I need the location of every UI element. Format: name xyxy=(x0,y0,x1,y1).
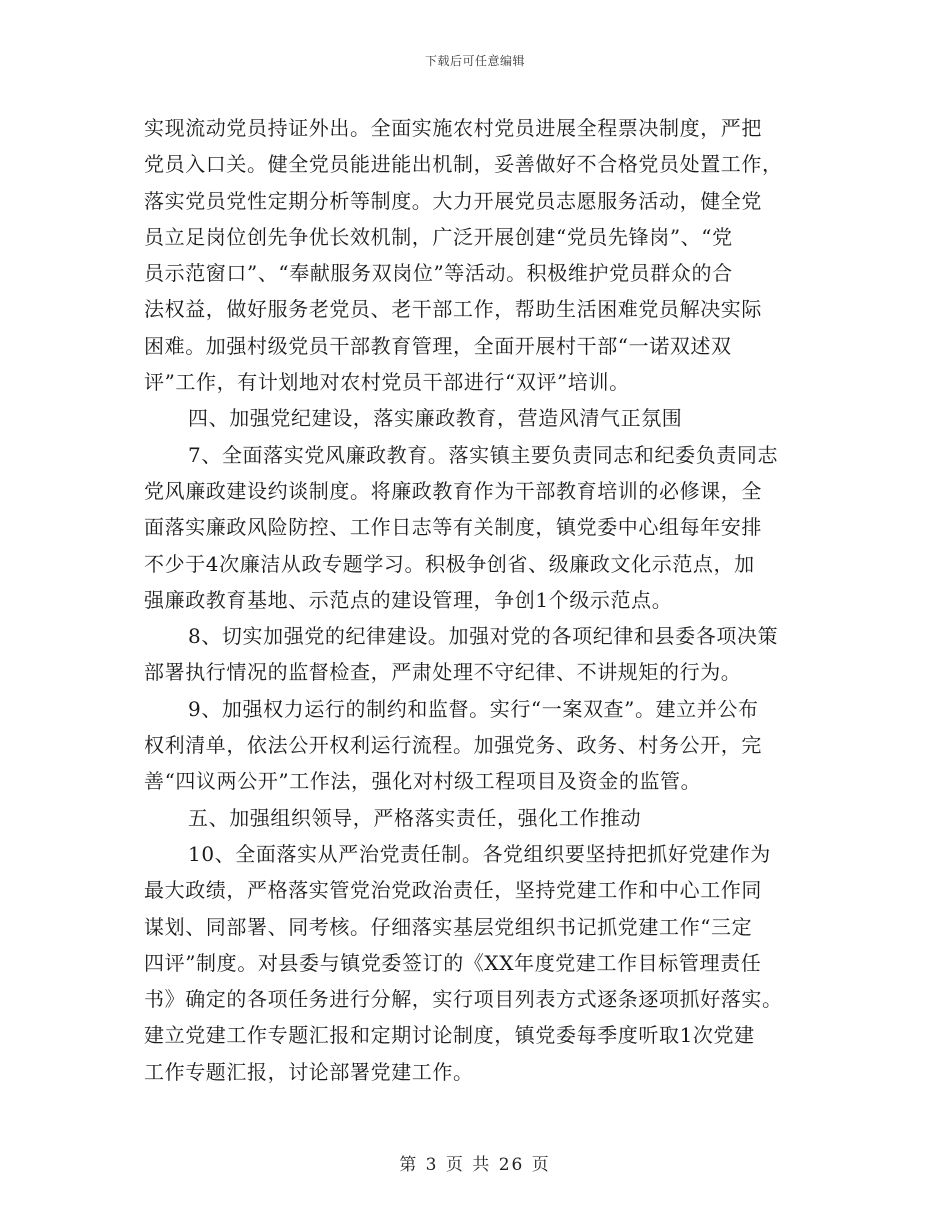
text-line: 党员入口关。健全党员能进能出机制，妥善做好不合格党员处置工作， xyxy=(144,152,783,177)
text-line: 四、加强党纪建设，落实廉政教育，营造风清气正氛围 xyxy=(188,406,683,431)
text-line: 面落实廉政风险防控、工作日志等有关制度，镇党委中心组每年安排 xyxy=(144,515,762,540)
text-line: 善“四议两公开”工作法，强化对村级工程项目及资金的监管。 xyxy=(144,769,702,794)
text-line: 建立党建工作专题汇报和定期讨论制度，镇党委每季度听取1次党建 xyxy=(144,1023,755,1048)
text-line: 评”工作，有计划地对农村党员干部进行“双评”培训。 xyxy=(144,370,630,395)
text-line: 最大政绩，严格落实管党治党政治责任，坚持党建工作和中心工作同 xyxy=(144,878,762,903)
text-line: 9、加强权力运行的制约和监督。实行“一案双查”。建立并公布 xyxy=(188,696,759,721)
text-line: 困难。加强村级党员干部教育管理，全面开展村干部“一诺双述双 xyxy=(144,333,732,358)
page-number-footer: 第 3 页 共 26 页 xyxy=(399,1155,551,1175)
text-line: 法权益，做好服务老党员、老干部工作，帮助生活困难党员解决实际 xyxy=(144,297,762,322)
text-line: 员立足岗位创先争优长效机制，广泛开展创建“党员先锋岗”、“党 xyxy=(144,224,733,249)
text-line: 工作专题汇报，讨论部署党建工作。 xyxy=(144,1059,474,1084)
text-line: 强廉政教育基地、示范点的建设管理，争创1个级示范点。 xyxy=(144,587,673,612)
text-line: 员示范窗口”、“奉献服务双岗位”等活动。积极维护党员群众的合 xyxy=(144,261,733,286)
text-line: 四评”制度。对县委与镇党委签订的《XX年度党建工作目标管理责任 xyxy=(144,950,762,975)
body-text xyxy=(144,110,814,1090)
text-line: 8、切实加强党的纪律建设。加强对党的各项纪律和县委各项决策 xyxy=(188,624,779,649)
text-line: 10、全面落实从严治党责任制。各党组织要坚持把抓好党建作为 xyxy=(188,841,771,866)
text-line: 五、加强组织领导，严格落实责任，强化工作推动 xyxy=(188,805,642,830)
text-line: 落实党员党性定期分析等制度。大力开展党员志愿服务活动，健全党 xyxy=(144,188,762,213)
text-line: 书》确定的各项任务进行分解，实行项目列表方式逐条逐项抓好落实。 xyxy=(144,987,783,1012)
text-line: 不少于4次廉洁从政专题学习。积极争创省、级廉政文化示范点，加 xyxy=(144,551,755,576)
text-line: 实现流动党员持证外出。全面实施农村党员进展全程票决制度，严把 xyxy=(144,116,762,140)
text-line: 7、全面落实党风廉政教育。落实镇主要负责同志和纪委负责同志 xyxy=(188,442,779,467)
text-line: 部署执行情况的监督检查，严肃处理不守纪律、不讲规矩的行为。 xyxy=(144,660,742,685)
text-line: 党风廉政建设约谈制度。将廉政教育作为干部教育培训的必修课，全 xyxy=(144,478,762,503)
text-line: 谋划、同部署、同考核。仔细落实基层党组织书记抓党建工作“三定 xyxy=(144,914,753,939)
text-line: 权利清单，依法公开权利运行流程。加强党务、政务、村务公开，完 xyxy=(144,733,762,758)
header-note: 下载后可任意编辑 xyxy=(424,54,525,68)
